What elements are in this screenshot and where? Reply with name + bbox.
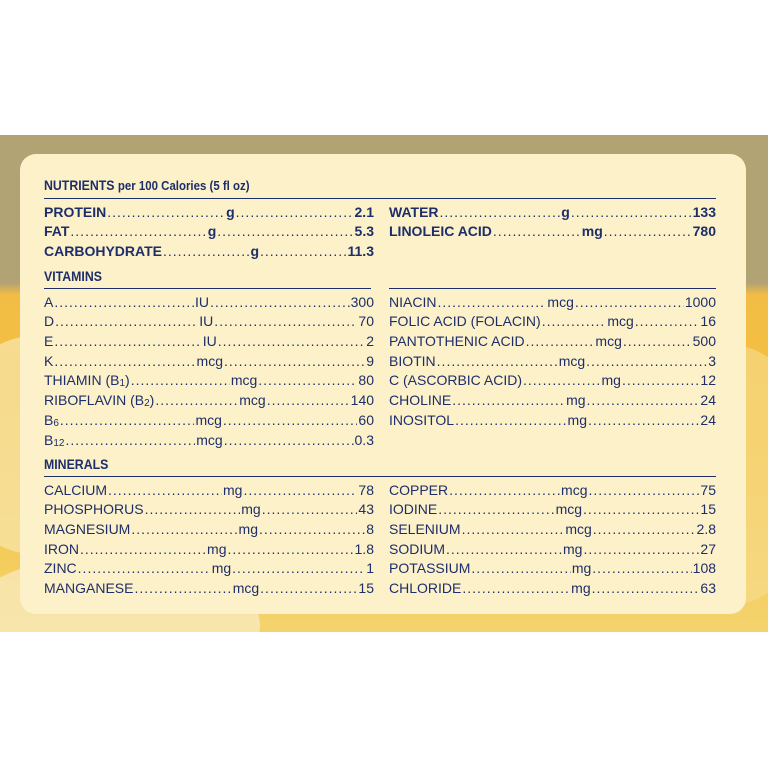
nutrient-unit: mcg — [607, 313, 634, 330]
nutrient-name-text: IRON — [44, 540, 79, 557]
minerals-right-column — [389, 478, 716, 596]
nutrient-name-text: CHOLINE — [389, 392, 452, 409]
nutrient-row — [389, 576, 716, 596]
nutrient-name-suffix: ) — [149, 392, 155, 409]
nutrients-left-column — [44, 200, 374, 259]
nutrient-row — [389, 498, 716, 518]
nutrient-unit: mg — [211, 560, 232, 577]
leader-dots — [267, 392, 350, 408]
leader-dots — [55, 313, 198, 329]
nutrient-name-text: LINOLEIC ACID — [389, 223, 492, 240]
nutrient-unit: mg — [238, 521, 258, 538]
nutrient-unit: mcg — [239, 392, 266, 409]
nutrient-row — [44, 557, 374, 577]
leader-dots — [440, 204, 561, 220]
nutrient-name-text: CARBOHYDRATE — [44, 243, 162, 260]
nutrient-value: 500 — [692, 333, 716, 350]
nutrient-name-text: A — [44, 293, 54, 310]
leader-dots — [145, 501, 241, 517]
minerals-rule — [44, 476, 716, 477]
nutrient-unit: mg — [241, 501, 261, 518]
nutrient-unit: mg — [566, 392, 586, 409]
nutrient-name — [389, 353, 436, 369]
nutrient-unit: g — [561, 203, 570, 220]
leader-dots — [593, 521, 696, 537]
nutrient-value: 12 — [700, 372, 716, 389]
nutrient-name-text: RIBOFLAVIN (B — [44, 392, 145, 409]
nutrient-row — [44, 349, 374, 369]
nutrient-value: 2 — [366, 333, 374, 350]
leader-dots — [131, 521, 237, 537]
nutrient-value: 27 — [700, 540, 716, 557]
leader-dots — [604, 223, 692, 239]
nutrient-unit: mg — [571, 580, 591, 597]
nutrients-subtitle: per 100 Calories (5 fl oz) — [117, 178, 250, 193]
leader-dots — [471, 560, 570, 576]
leader-dots — [449, 482, 560, 498]
nutrient-row — [44, 517, 374, 537]
leader-dots — [462, 580, 570, 596]
nutrient-name-text: PROTEIN — [44, 203, 107, 220]
nutrient-name-text: INOSITOL — [389, 411, 455, 428]
nutrient-value: 24 — [700, 411, 716, 428]
nutrient-row — [44, 290, 374, 310]
leader-dots — [232, 560, 365, 576]
leader-dots — [65, 432, 195, 448]
nutrient-name — [44, 353, 53, 369]
leader-dots — [60, 412, 195, 428]
leader-dots — [592, 580, 700, 596]
leader-dots — [260, 243, 346, 259]
nutrient-row — [44, 478, 374, 498]
nutrient-unit: mcg — [558, 352, 586, 369]
nutrient-name — [389, 294, 436, 310]
nutrient-name-text: WATER — [389, 203, 439, 220]
nutrient-value: 11.3 — [347, 243, 374, 260]
nutrient-row — [389, 537, 716, 557]
nutrient-name-text: SELENIUM — [389, 521, 461, 538]
nutrient-name-text: CHLORIDE — [389, 580, 462, 597]
nutrient-name — [44, 580, 133, 596]
nutrient-unit: mcg — [555, 501, 583, 518]
leader-dots — [587, 392, 700, 408]
leader-dots — [54, 333, 201, 349]
minerals-left-column — [44, 478, 374, 596]
leader-dots — [54, 294, 194, 310]
leader-dots — [134, 580, 231, 596]
nutrient-unit: mg — [567, 411, 587, 428]
leader-dots — [622, 372, 699, 388]
nutrient-unit: IU — [194, 293, 209, 310]
nutrient-name-text: MAGNESIUM — [44, 521, 131, 538]
vitamins-right-column — [389, 290, 716, 428]
nutrient-row — [44, 329, 374, 349]
leader-dots — [592, 560, 691, 576]
nutrient-row — [389, 290, 716, 310]
nutrient-name — [389, 204, 439, 220]
nutrient-row — [44, 239, 374, 259]
nutrient-row — [389, 310, 716, 330]
nutrient-name — [44, 501, 144, 517]
nutrient-name-text: B — [44, 431, 54, 448]
nutrient-row — [389, 408, 716, 428]
leader-dots — [262, 501, 358, 517]
nutrient-value: 9 — [366, 352, 374, 369]
nutrient-name-text: FOLIC ACID (FOLACIN) — [389, 313, 541, 330]
nutrient-value: 80 — [358, 372, 374, 389]
leader-dots — [571, 204, 692, 220]
nutrient-value: 0.3 — [354, 431, 374, 448]
leader-dots — [493, 223, 581, 239]
nutrient-name — [389, 392, 451, 408]
leader-dots — [542, 313, 607, 329]
nutrient-unit: mg — [571, 560, 592, 577]
leader-dots — [78, 560, 211, 576]
nutrient-row — [44, 200, 374, 220]
nutrient-name-suffix: ) — [125, 372, 130, 389]
nutrient-unit: mcg — [595, 333, 622, 350]
nutrient-name — [389, 313, 541, 329]
nutrient-name — [44, 412, 59, 428]
leader-dots — [586, 353, 707, 369]
nutrient-row — [44, 310, 374, 330]
nutrient-value: 1000 — [684, 293, 716, 310]
nutrient-row — [389, 557, 716, 577]
nutrient-unit: mg — [581, 223, 603, 240]
nutrient-row — [389, 329, 716, 349]
nutrient-name — [44, 223, 69, 239]
nutrient-unit: g — [207, 223, 217, 240]
nutrient-name-text: NIACIN — [389, 293, 437, 310]
nutrient-name-text: E — [44, 333, 54, 350]
nutrient-name — [44, 521, 130, 537]
leader-dots — [635, 313, 700, 329]
nutrient-name — [389, 580, 461, 596]
nutrient-name-text: D — [44, 313, 55, 330]
nutrients-rule — [44, 198, 716, 199]
nutrient-name — [44, 372, 130, 388]
nutrient-value: 780 — [692, 223, 716, 240]
nutrient-name — [389, 521, 461, 537]
nutrient-name — [389, 541, 445, 557]
nutrient-value: 63 — [700, 580, 716, 597]
nutrient-row — [389, 388, 716, 408]
nutrient-value: 1 — [366, 560, 374, 577]
nutrient-value: 2.8 — [696, 521, 716, 538]
leader-dots — [452, 392, 565, 408]
nutrient-row — [44, 369, 374, 389]
nutrient-name — [389, 560, 470, 576]
nutrient-value: 108 — [692, 560, 717, 577]
vitamins-heading: VITAMINS — [44, 268, 102, 284]
nutrient-row — [389, 200, 716, 220]
nutrient-value: 24 — [700, 392, 716, 409]
leader-dots — [224, 432, 354, 448]
leader-dots — [260, 580, 357, 596]
nutrient-name — [389, 223, 492, 239]
leader-dots — [437, 294, 546, 310]
nutrient-unit: g — [226, 203, 235, 220]
nutrients-title: NUTRIENTS — [44, 177, 115, 193]
leader-dots — [224, 353, 365, 369]
nutrient-value: 70 — [358, 313, 374, 330]
nutrient-subscript: 6 — [53, 417, 59, 429]
nutrient-unit: mcg — [561, 481, 588, 498]
leader-dots — [623, 333, 692, 349]
nutrient-name — [44, 541, 79, 557]
leader-dots — [236, 204, 354, 220]
vitamins-left-column — [44, 290, 374, 448]
nutrient-name-text: B — [44, 411, 54, 428]
nutrient-value: 1.8 — [354, 540, 374, 557]
leader-dots — [155, 392, 238, 408]
leader-dots — [437, 353, 558, 369]
nutrient-name-text: C (ASCORBIC ACID) — [389, 372, 523, 389]
nutrient-name — [389, 372, 522, 388]
nutrient-row — [389, 478, 716, 498]
nutrient-name-text: PANTOTHENIC ACID — [389, 333, 525, 350]
nutrient-row — [44, 388, 374, 408]
nutrient-unit: mg — [207, 540, 227, 557]
nutrient-unit: mcg — [232, 580, 260, 597]
leader-dots — [54, 353, 195, 369]
nutrient-subscript: 12 — [53, 437, 65, 449]
nutrient-unit: mcg — [196, 352, 223, 369]
nutrient-name — [44, 294, 53, 310]
nutrient-name-text: COPPER — [389, 481, 449, 498]
leader-dots — [259, 521, 365, 537]
nutrient-value: 16 — [700, 313, 716, 330]
nutrient-name — [44, 482, 107, 498]
nutrient-row — [44, 537, 374, 557]
leader-dots — [223, 412, 358, 428]
nutrient-name — [44, 560, 77, 576]
leader-dots — [131, 372, 230, 388]
leader-dots — [583, 501, 699, 517]
leader-dots — [80, 541, 206, 557]
nutrient-row — [44, 408, 374, 428]
nutrient-value: 300 — [350, 293, 374, 310]
nutrient-unit: mcg — [565, 521, 592, 538]
nutrient-name-text: THIAMIN (B — [44, 372, 120, 389]
nutrients-heading — [44, 177, 250, 193]
nutrient-value: 140 — [350, 392, 375, 409]
nutrient-value: 2.1 — [354, 203, 374, 220]
nutrient-row — [389, 220, 716, 240]
nutrient-name-text: FAT — [44, 223, 70, 240]
leader-dots — [462, 521, 565, 537]
nutrient-unit: mcg — [230, 372, 258, 389]
nutrient-name — [389, 333, 525, 349]
nutrient-name — [389, 412, 454, 428]
nutrients-right-column — [389, 200, 716, 239]
nutrient-value: 60 — [358, 411, 374, 428]
leader-dots — [163, 243, 249, 259]
leader-dots — [583, 541, 699, 557]
leader-dots — [438, 501, 554, 517]
nutrient-value: 15 — [700, 501, 716, 518]
nutrient-name-text: BIOTIN — [389, 352, 436, 369]
leader-dots — [70, 223, 206, 239]
leader-dots — [217, 223, 353, 239]
nutrient-name-text: CALCIUM — [44, 481, 108, 498]
nutrient-unit: mg — [222, 481, 243, 498]
leader-dots — [588, 412, 699, 428]
nutrient-row — [44, 498, 374, 518]
nutrient-value: 15 — [358, 580, 374, 597]
nutrient-unit: mg — [562, 540, 583, 557]
nutrient-name — [44, 392, 154, 408]
nutrient-value: 3 — [708, 352, 716, 369]
nutrient-name — [44, 432, 64, 448]
nutrient-subscript: 2 — [144, 398, 150, 410]
nutrient-name — [44, 204, 106, 220]
nutrient-unit: IU — [202, 333, 217, 350]
leader-dots — [214, 313, 357, 329]
nutrient-unit: IU — [199, 313, 214, 330]
nutrient-row — [389, 349, 716, 369]
nutrient-name-text: PHOSPHORUS — [44, 501, 144, 518]
nutrient-value: 75 — [700, 481, 716, 498]
nutrient-name — [389, 501, 437, 517]
nutrient-name — [44, 243, 162, 259]
nutrient-name-text: K — [44, 352, 54, 369]
nutrient-subscript: 1 — [119, 378, 126, 390]
nutrient-row — [44, 576, 374, 596]
leader-dots — [210, 294, 350, 310]
leader-dots — [523, 372, 600, 388]
leader-dots — [218, 333, 365, 349]
nutrient-row — [44, 428, 374, 448]
nutrient-unit: mg — [601, 372, 621, 389]
nutrient-name — [44, 313, 54, 329]
nutrient-name — [44, 333, 53, 349]
nutrient-value: 43 — [358, 501, 374, 518]
nutrient-name-text: ZINC — [44, 560, 77, 577]
nutrient-value: 78 — [358, 481, 374, 498]
leader-dots — [455, 412, 566, 428]
nutrient-unit: mcg — [547, 293, 574, 310]
vitamins-rule-right — [389, 288, 716, 289]
nutrient-name-text: IODINE — [389, 501, 438, 518]
leader-dots — [589, 482, 700, 498]
nutrient-row — [44, 220, 374, 240]
nutrient-name-text: MANGANESE — [44, 580, 134, 597]
nutrient-value: 133 — [692, 203, 716, 220]
nutrient-value: 8 — [366, 521, 374, 538]
nutrient-row — [389, 369, 716, 389]
vitamins-rule-left — [44, 288, 371, 289]
nutrient-unit: mcg — [196, 431, 223, 448]
nutrient-unit: mcg — [195, 411, 222, 428]
leader-dots — [446, 541, 562, 557]
nutrient-unit: g — [250, 243, 260, 260]
minerals-heading: MINERALS — [44, 456, 109, 472]
leader-dots — [108, 482, 222, 498]
leader-dots — [258, 372, 357, 388]
nutrient-name-text: POTASSIUM — [389, 560, 471, 577]
leader-dots — [526, 333, 595, 349]
leader-dots — [227, 541, 353, 557]
leader-dots — [575, 294, 684, 310]
leader-dots — [243, 482, 357, 498]
nutrient-row — [389, 517, 716, 537]
nutrient-name-text: SODIUM — [389, 540, 445, 557]
nutrient-value: 5.3 — [354, 223, 374, 240]
nutrient-name — [389, 482, 448, 498]
leader-dots — [107, 204, 225, 220]
